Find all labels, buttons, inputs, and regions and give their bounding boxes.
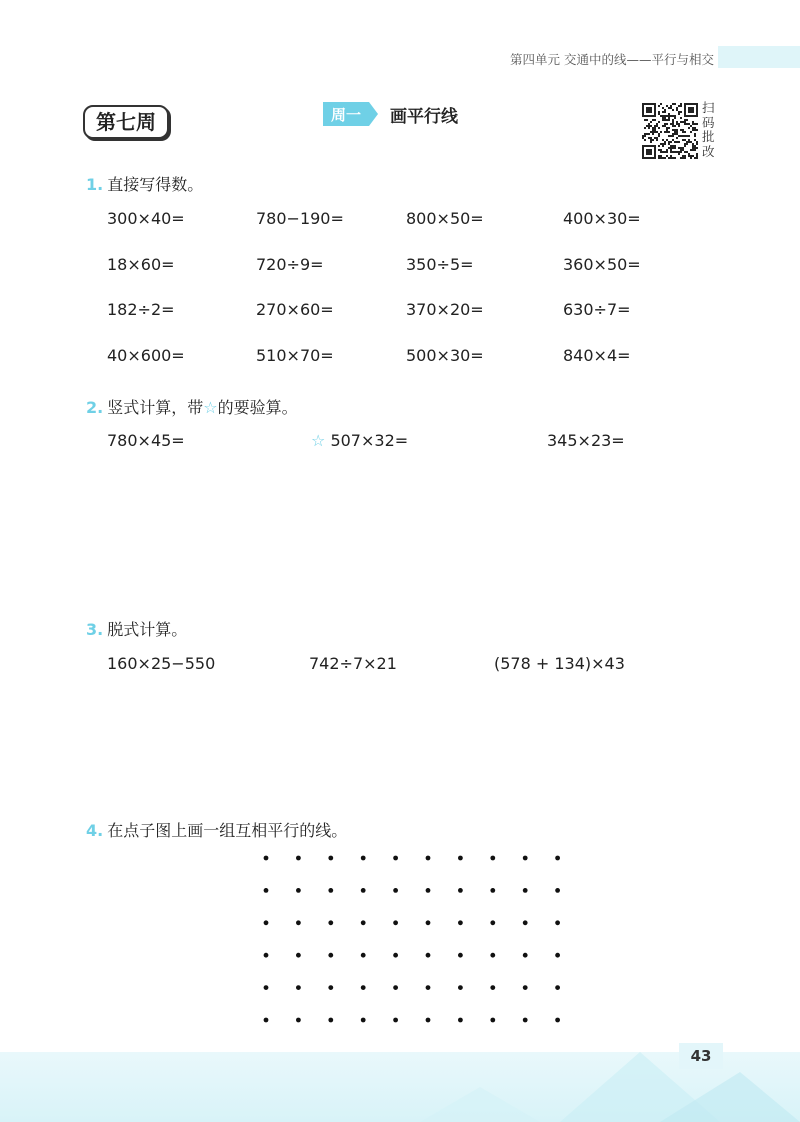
problem: 370×20= bbox=[406, 300, 484, 319]
grid-dot[interactable] bbox=[490, 953, 495, 958]
problem: 270×60= bbox=[256, 300, 334, 319]
grid-dot[interactable] bbox=[523, 985, 528, 990]
problem-starred: ☆ 507×32= bbox=[311, 431, 409, 450]
page-number: 43 bbox=[679, 1043, 723, 1069]
grid-dot[interactable] bbox=[361, 985, 366, 990]
grid-dot[interactable] bbox=[296, 953, 301, 958]
problem: 345×23= bbox=[547, 431, 625, 450]
day-label: 周一 bbox=[331, 106, 362, 124]
grid-dot[interactable] bbox=[393, 856, 398, 861]
grid-dot[interactable] bbox=[490, 920, 495, 925]
grid-dot[interactable] bbox=[264, 1018, 269, 1023]
problem: 500×30= bbox=[406, 346, 484, 365]
grid-dot[interactable] bbox=[523, 1018, 528, 1023]
grid-dot[interactable] bbox=[296, 920, 301, 925]
grid-dot[interactable] bbox=[361, 1018, 366, 1023]
question-1-title: 1. 直接写得数。 bbox=[86, 175, 204, 194]
dot-grid[interactable] bbox=[258, 852, 568, 1027]
problem: 720÷9= bbox=[256, 255, 324, 274]
grid-dot[interactable] bbox=[328, 953, 333, 958]
grid-dot[interactable] bbox=[328, 1018, 333, 1023]
problem: 780−190= bbox=[256, 209, 344, 228]
qr-code-icon[interactable] bbox=[642, 103, 698, 159]
grid-dot[interactable] bbox=[458, 1018, 463, 1023]
grid-dot[interactable] bbox=[328, 888, 333, 893]
question-number: 3. bbox=[86, 620, 104, 639]
grid-dot[interactable] bbox=[264, 953, 269, 958]
problem: 160×25−550 bbox=[107, 654, 216, 673]
header-band bbox=[718, 46, 800, 68]
question-3-title: 3. 脱式计算。 bbox=[86, 620, 188, 639]
grid-dot[interactable] bbox=[426, 953, 431, 958]
grid-dot[interactable] bbox=[523, 920, 528, 925]
grid-dot[interactable] bbox=[458, 920, 463, 925]
grid-dot[interactable] bbox=[555, 920, 560, 925]
grid-dot[interactable] bbox=[523, 856, 528, 861]
grid-dot[interactable] bbox=[361, 953, 366, 958]
grid-dot[interactable] bbox=[555, 856, 560, 861]
grid-dot[interactable] bbox=[555, 953, 560, 958]
problem: 840×4= bbox=[563, 346, 631, 365]
grid-dot[interactable] bbox=[328, 856, 333, 861]
problem: 510×70= bbox=[256, 346, 334, 365]
problem: 742÷7×21 bbox=[309, 654, 397, 673]
scan-char: 批 bbox=[702, 129, 715, 144]
grid-dot[interactable] bbox=[426, 888, 431, 893]
grid-dot[interactable] bbox=[328, 985, 333, 990]
problem: 780×45= bbox=[107, 431, 185, 450]
question-2-title: 2. 竖式计算，带☆的要验算。 bbox=[86, 398, 298, 417]
question-number: 2. bbox=[86, 398, 104, 417]
question-4-title: 4. 在点子图上画一组互相平行的线。 bbox=[86, 821, 348, 840]
grid-dot[interactable] bbox=[264, 888, 269, 893]
grid-dot[interactable] bbox=[426, 985, 431, 990]
week-label: 第七周 bbox=[83, 105, 169, 139]
star-icon: ☆ bbox=[203, 398, 218, 417]
problem: 400×30= bbox=[563, 209, 641, 228]
grid-dot[interactable] bbox=[393, 953, 398, 958]
lesson-title: 画平行线 bbox=[390, 107, 458, 127]
grid-dot[interactable] bbox=[328, 920, 333, 925]
problem: 182÷2= bbox=[107, 300, 175, 319]
grid-dot[interactable] bbox=[490, 985, 495, 990]
grid-dot[interactable] bbox=[361, 888, 366, 893]
grid-dot[interactable] bbox=[490, 856, 495, 861]
scan-to-grade-label bbox=[702, 101, 716, 159]
grid-dot[interactable] bbox=[393, 985, 398, 990]
grid-dot[interactable] bbox=[458, 953, 463, 958]
grid-dot[interactable] bbox=[296, 856, 301, 861]
question-number: 4. bbox=[86, 821, 104, 840]
grid-dot[interactable] bbox=[361, 856, 366, 861]
problem: 350÷5= bbox=[406, 255, 474, 274]
unit-title: 第四单元 交通中的线——平行与相交 bbox=[510, 52, 714, 67]
problem: 360×50= bbox=[563, 255, 641, 274]
problem: 630÷7= bbox=[563, 300, 631, 319]
star-icon: ☆ bbox=[311, 431, 326, 450]
grid-dot[interactable] bbox=[296, 888, 301, 893]
scan-char: 码 bbox=[702, 114, 715, 130]
day-tag bbox=[323, 102, 378, 126]
problem: 300×40= bbox=[107, 209, 185, 228]
grid-dot[interactable] bbox=[490, 888, 495, 893]
grid-dot[interactable] bbox=[264, 985, 269, 990]
problem: 800×50= bbox=[406, 209, 484, 228]
grid-dot[interactable] bbox=[264, 856, 269, 861]
problem: 18×60= bbox=[107, 255, 175, 274]
scan-char: 改 bbox=[702, 143, 715, 159]
grid-dot[interactable] bbox=[458, 856, 463, 861]
grid-dot[interactable] bbox=[555, 985, 560, 990]
grid-dot[interactable] bbox=[458, 888, 463, 893]
grid-dot[interactable] bbox=[361, 920, 366, 925]
problem: 40×600= bbox=[107, 346, 185, 365]
grid-dot[interactable] bbox=[426, 1018, 431, 1023]
problem: (578 + 134)×43 bbox=[494, 654, 625, 673]
grid-dot[interactable] bbox=[393, 1018, 398, 1023]
grid-dot[interactable] bbox=[523, 953, 528, 958]
grid-dot[interactable] bbox=[296, 985, 301, 990]
grid-dot[interactable] bbox=[296, 1018, 301, 1023]
grid-dot[interactable] bbox=[426, 856, 431, 861]
grid-dot[interactable] bbox=[393, 920, 398, 925]
grid-dot[interactable] bbox=[523, 888, 528, 893]
grid-dot[interactable] bbox=[393, 888, 398, 893]
grid-dot[interactable] bbox=[458, 985, 463, 990]
grid-dot[interactable] bbox=[555, 888, 560, 893]
grid-dot[interactable] bbox=[555, 1018, 560, 1023]
grid-dot[interactable] bbox=[264, 920, 269, 925]
scan-char: 扫 bbox=[702, 100, 715, 115]
question-number: 1. bbox=[86, 175, 104, 194]
grid-dot[interactable] bbox=[426, 920, 431, 925]
grid-dot[interactable] bbox=[490, 1018, 495, 1023]
